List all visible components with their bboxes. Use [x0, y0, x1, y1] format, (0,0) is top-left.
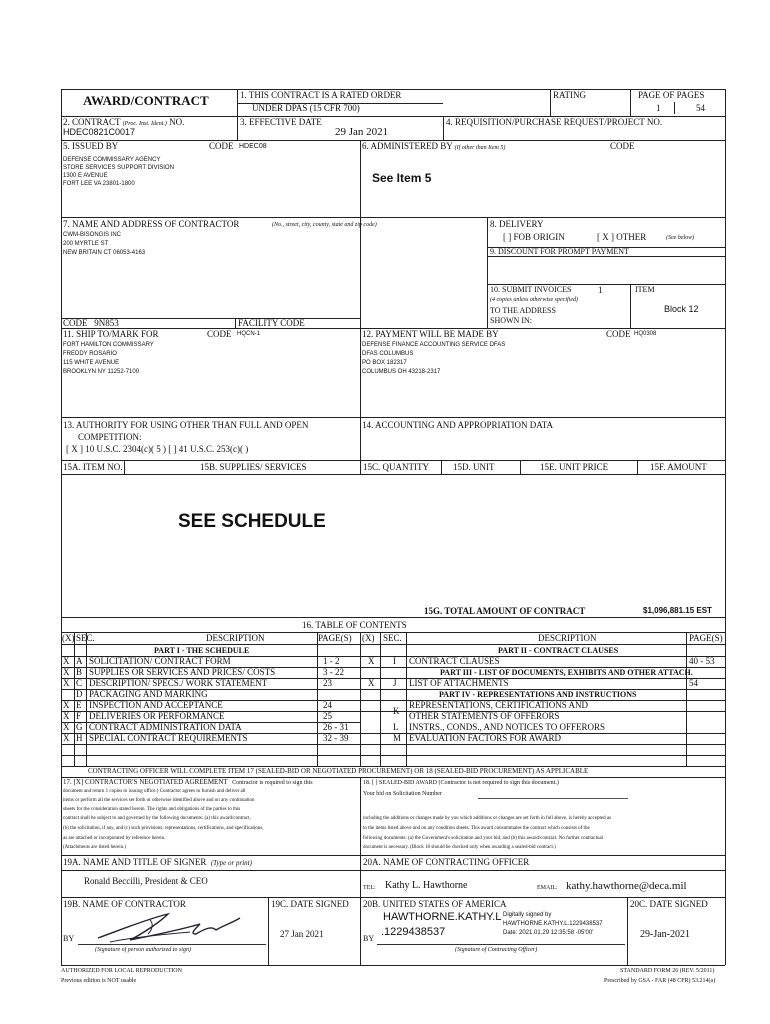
footer-right-2: Prescribed by GSA - FAR (48 CFR) 53.214(a) [604, 978, 716, 984]
block17-line-6: as are attached or incorporated by reference herein. [63, 836, 166, 841]
toc-row-d: D PACKAGING AND MARKING PART IV - REPRESENTATIONS AND INSTRUCTIONS [76, 689, 637, 699]
contractor-by: BY [63, 934, 75, 943]
ship-to-label: 11. SHIP TO/MARK FOR [63, 329, 159, 339]
officer-sig-name2: .1229438537 [381, 926, 446, 938]
col-quantity: 15C. QUANTITY [363, 462, 429, 472]
block18-line-4: document is necessary. (Block 18 should be checked only when awarding a sealed-bid contract.) [363, 845, 556, 850]
payment-code-label: CODE [606, 329, 631, 339]
digital-sig-line1: Digitally signed by [503, 912, 552, 918]
issued-by-code-label: CODE [209, 141, 234, 151]
accounting-label: 14. ACCOUNTING AND APPROPRIATION DATA [362, 420, 554, 430]
ship-to-addr-4: BROOKLYN NY 11252-7100 [63, 369, 140, 375]
rated-order-line1: 1. THIS CONTRACT IS A RATED ORDER [240, 90, 402, 100]
block17-line-1: document and return 1 copies to issuing office.) Contractor agrees to furnish and deliver all [63, 789, 246, 794]
discount-label: 9. DISCOUNT FOR PROMPT PAYMENT [490, 247, 629, 256]
officer-sig-name1: HAWTHORNE.KATHY.L [383, 911, 502, 923]
officer-tel-label: TEL: [363, 885, 376, 891]
contractor-code: CODE 9N853 [63, 318, 119, 328]
contractor-sign-label: 19B. NAME OF CONTRACTOR [63, 899, 186, 909]
officer-name: Kathy L. Hawthorne [385, 880, 468, 891]
signer-label: 19A. NAME AND TITLE OF SIGNER (Type or print) [63, 857, 252, 867]
contract-no-value: HDEC0821C0017 [63, 127, 136, 137]
toc-row-b: X B SUPPLIES OR SERVICES AND PRICES/ COSTS 3 - 22 PART III - LIST OF DOCUMENTS, EXHIBITS AND OTHER ATTACH. [63, 667, 693, 677]
facility-code-label: FACILITY CODE [238, 318, 305, 328]
toc-row-c: X C DESCRIPTION/ SPECS./ WORK STATEMENT 23 X J LIST OF ATTACHMENTS 54 [63, 678, 698, 688]
fob-origin-option: [ ] FOB ORIGIN [503, 232, 565, 242]
toc-part4: PART IV - REPRESENTATIONS AND INSTRUCTIONS [439, 690, 637, 699]
footer-left-2: Previous edition is NOT usable [61, 978, 137, 984]
submit-invoices-label: 10. SUBMIT INVOICES [490, 285, 572, 294]
toc-col-x: (X) [62, 633, 75, 643]
signer-name: Ronald Beccilli, President & CEO [84, 876, 208, 886]
issued-by-addr-3: 1300 E AVENUE [63, 173, 108, 179]
toc-col-sec: SEC. [76, 633, 95, 643]
page-label: PAGE OF PAGES [638, 90, 705, 100]
block18-line-1: including the additions or changes made by you which additions or changes are set forth in full above, is hereby accepted as [363, 816, 611, 821]
toc-col-desc: DESCRIPTION [206, 633, 265, 643]
toc-col-x-right: (X) [362, 633, 375, 643]
toc-row-a: X A SOLICITATION/ CONTRACT FORM 1 - 2 X I CONTRACT CLAUSES 40 - 53 [63, 656, 715, 666]
contractor-hint: (No., street, city, county, state and zip code) [272, 222, 377, 228]
toc-part1: PART I - THE SCHEDULE [154, 646, 250, 655]
payment-addr-4: COLUMBUS OH 43218-2317 [362, 369, 441, 375]
authority-line2: COMPETITION: [78, 432, 142, 442]
contractor-date: 27 Jan 2021 [280, 929, 324, 939]
toc-row-g: X G CONTRACT ADMINISTRATION DATA 26 - 31 L INSTRS., CONDS., AND NOTICES TO OFFERORS [63, 722, 605, 732]
toc-header-row [61, 633, 723, 644]
toc-title: 16. TABLE OF CONTENTS [302, 620, 407, 630]
contract-no-label: 2. CONTRACT (Proc. Inst. Ident.) NO. [63, 117, 185, 127]
officer-instruction: CONTRACTING OFFICER WILL COMPLETE ITEM 17 (SEALED-BID OR NEGOTIATED PROCUREMENT) OR 18 (SEALED-BID PROCUREMENT) AS APPLICABLE [88, 767, 589, 775]
issued-by-code: HDEC08 [239, 143, 267, 150]
payment-code: HQ0308 [634, 331, 657, 337]
authority-line3: [ X ] 10 U.S.C. 2304(c)( 5 ) [ ] 41 U.S.C. 253(c)( ) [66, 444, 249, 454]
invoice-block-ref: Block 12 [664, 304, 699, 314]
block18-line-3: following documents: (a) the Government's solicitation and your bid, and (b) this award/contract. No further contractual [363, 836, 604, 841]
col-unit-price: 15E. UNIT PRICE [540, 462, 609, 472]
block17-line-4: contract shall be subject to and governed by the following documents: (a) this award/contract, [63, 816, 251, 821]
officer-date: 29-Jan-2021 [640, 929, 690, 940]
form-title: AWARD/CONTRACT [83, 93, 209, 108]
toc-col-pages-right: PAGE(S) [689, 633, 723, 643]
col-item-no: 15A. ITEM NO. [63, 462, 123, 472]
block17-line-5: (b) the solicitation, if any, and (c) such provisions, representations, certifications, and specifications, [63, 826, 264, 831]
invoice-hint: (4 copies unless otherwise specified) [490, 297, 578, 303]
block18-line-2: to the items listed above and on any condition sheets. This award consummates the contract which consists of the [363, 826, 590, 831]
rating-label: RATING [553, 90, 586, 100]
administered-by-label: 6. ADMINISTERED BY (If other than Item 5) [362, 141, 506, 151]
col-supplies: 15B. SUPPLIES/ SERVICES [200, 462, 307, 472]
ship-to-addr-1: FORT HAMILTON COMMISSARY [63, 342, 154, 348]
toc-col-desc-right: DESCRIPTION [538, 633, 597, 643]
page-number: 1 [656, 103, 661, 113]
issued-by-addr-1: DEFENSE COMMISSARY AGENCY [63, 157, 161, 163]
block17-line-2: items or perform all the services set forth or otherwise identified above and on any continuation [63, 798, 255, 803]
toc-row-h: X H SPECIAL CONTRACT REQUIREMENTS 32 - 39 M EVALUATION FACTORS FOR AWARD [63, 733, 562, 743]
invoice-to-line2: SHOWN IN: [490, 316, 532, 325]
toc-col-pages: PAGE(S) [318, 633, 352, 643]
total-label: 15G. TOTAL AMOUNT OF CONTRACT [424, 606, 586, 616]
toc-row-e: X E INSPECTION AND ACCEPTANCE 24 REPRESENTATIONS, CERTIFICATIONS AND [63, 700, 589, 710]
requisition-label: 4. REQUISITION/PURCHASE REQUEST/PROJECT NO. [446, 117, 663, 127]
payment-addr-2: DFAS COLUMBUS [362, 351, 414, 357]
effective-date-label: 3. EFFECTIVE DATE [240, 117, 322, 127]
block17-line-7: (Attachments are listed herein.) [63, 845, 127, 850]
authority-line1: 13. AUTHORITY FOR USING OTHER THAN FULL AND OPEN [63, 420, 309, 430]
payment-label: 12. PAYMENT WILL BE MADE BY [362, 329, 499, 339]
issued-by-addr-2: STORE SERVICES SUPPORT DIVISION [63, 165, 174, 171]
officer-by: BY [363, 934, 375, 943]
ship-to-addr-3: 115 WHITE AVENUE [63, 360, 120, 366]
contractor-addr-2: 200 MYRTLE ST [63, 241, 109, 247]
ship-to-code-label: CODE [207, 329, 232, 339]
block18-line2: Your bid on Solicitation Number [363, 791, 442, 797]
effective-date-value: 29 Jan 2021 [335, 126, 389, 138]
administered-by-code-label: CODE [610, 141, 635, 151]
footer-right-1: STANDARD FORM 26 (REV. 5/2011) [620, 968, 715, 974]
toc-part2: PART II - CONTRACT CLAUSES [498, 646, 619, 655]
officer-email: kathy.hawthorne@deca.mil [566, 880, 687, 892]
page-total: 54 [696, 103, 705, 113]
block18-heading: 18. [ ] SEALED-BID AWARD (Contractor is not required to sign this document.) [363, 780, 559, 786]
footer-left-1: AUTHORIZED FOR LOCAL REPRODUCTION [61, 968, 182, 974]
officer-sign-caption: (Signature of Contracting Officer) [455, 947, 538, 953]
digital-sig-line2: HAWTHORNE.KATHY.L.1229438537 [503, 921, 603, 927]
officer-email-label: EMAIL: [537, 885, 558, 891]
contractor-signature-icon [90, 900, 250, 948]
payment-addr-3: PO BOX 182317 [362, 360, 407, 366]
ship-to-addr-2: FREDDY ROSARIO [63, 351, 117, 357]
contractor-label: 7. NAME AND ADDRESS OF CONTRACTOR [63, 219, 240, 229]
delivery-other-hint: (See below) [666, 235, 695, 241]
delivery-label: 8. DELIVERY [490, 219, 544, 229]
block17-line-3: sheets for the consideration stated herein. The rights and obligations of the parties to this [63, 807, 241, 812]
officer-label: 20A. NAME OF CONTRACTING OFFICER [363, 857, 530, 867]
toc-part-row [61, 645, 708, 656]
contractor-addr-1: CWM-BISONGIS INC [63, 232, 121, 238]
block17-heading: 17. [X] CONTRACTOR'S NEGOTIATED AGREEMENT Contractor is required to sign this [63, 778, 313, 786]
delivery-other-option: [ X ] OTHER [597, 232, 647, 242]
ship-to-code: HQCN-1 [237, 331, 261, 337]
see-item-5: See Item 5 [372, 171, 432, 185]
issued-by-label: 5. ISSUED BY [63, 141, 119, 151]
officer-date-label: 20C. DATE SIGNED [630, 899, 708, 909]
invoice-to-line1: TO THE ADDRESS [490, 306, 556, 315]
contractor-sign-caption: (Signature of person authorized to sign) [95, 947, 191, 953]
invoice-copies: 1 [598, 285, 603, 295]
rated-order-line2: UNDER DPAS (15 CFR 700) [252, 103, 360, 113]
usa-label: 20B. UNITED STATES OF AMERICA [363, 899, 507, 909]
toc-part3: PART III - LIST OF DOCUMENTS, EXHIBITS AND OTHER ATTACH. [440, 668, 693, 677]
payment-addr-1: DEFENSE FINANCE ACCOUNTING SERVICE DFAS [362, 342, 506, 348]
col-amount: 15F. AMOUNT [650, 462, 707, 472]
total-value: $1,096,881.15 EST [643, 606, 712, 615]
digital-sig-line3: Date: 2021.01.29 12:35:58 -05'00' [503, 930, 594, 936]
toc-col-sec-right: SEC. [383, 633, 402, 643]
toc-row-f: X F DELIVERIES OR PERFORMANCE 25 K OTHER STATEMENTS OF OFFERORS [63, 706, 560, 721]
col-unit: 15D. UNIT [453, 462, 495, 472]
invoice-item-label: ITEM [635, 285, 655, 294]
issued-by-addr-4: FORT LEE VA 23801-1800 [63, 181, 135, 187]
see-schedule: SEE SCHEDULE [178, 511, 326, 532]
contractor-date-label: 19C. DATE SIGNED [271, 899, 349, 909]
contractor-addr-3: NEW BRITAIN CT 06053-4163 [63, 250, 146, 256]
